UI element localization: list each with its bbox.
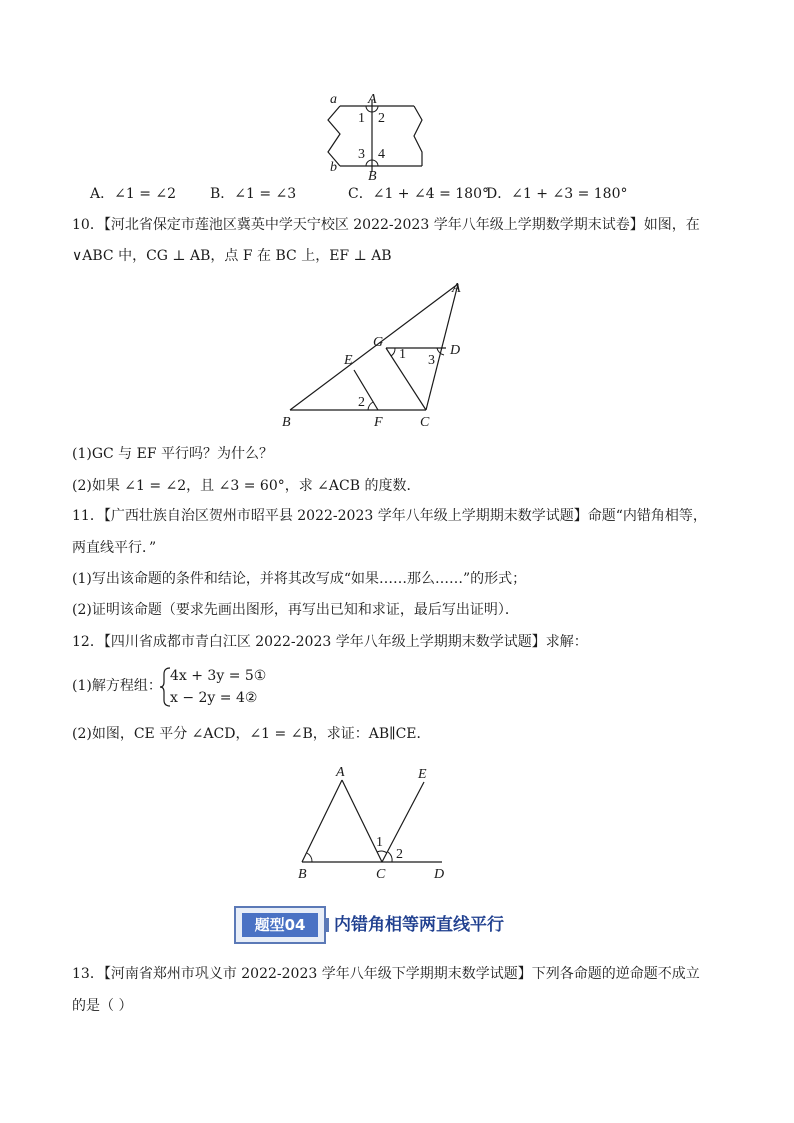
label-D: D [434, 867, 445, 882]
label-F: F [374, 415, 383, 430]
q11-stem-line2: 两直线平行．” [72, 540, 157, 556]
option-c: C．∠1 + ∠4 = 180° [348, 186, 489, 202]
figure-angles-q12 [292, 760, 458, 886]
q11-sub1: (1)写出该命题的条件和结论，并将其改写成“如果……那么……”的形式； [72, 571, 527, 587]
q10-sub2: (2)如果 ∠1 = ∠2，且 ∠3 = 60°，求 ∠ACB 的度数． [72, 478, 421, 494]
q10-stem-line2: ∨ABC 中，CG ⊥ AB，点 F 在 BC 上，EF ⊥ AB [72, 248, 392, 264]
angle-label-2: 2 [378, 111, 385, 126]
q12-sub1-label: (1)解方程组： [72, 678, 162, 694]
option-b: B．∠1 = ∠3 [210, 186, 297, 202]
q13-stem-line2: 的是（ ） [72, 998, 133, 1014]
figure-triangle-q10 [276, 276, 476, 432]
label-C: C [420, 415, 430, 430]
q10-sub1: (1)GC 与 EF 平行吗？为什么？ [72, 446, 274, 462]
angle-label-4: 4 [378, 147, 385, 162]
label-G: G [373, 335, 384, 350]
label-E: E [344, 353, 353, 368]
section-title: 内错角相等两直线平行 [334, 915, 504, 935]
angle-label-3: 3 [358, 147, 365, 162]
section-tag-box [234, 906, 326, 944]
section-divider [326, 918, 329, 932]
label-C: C [376, 867, 386, 882]
label-b: b [330, 160, 337, 175]
label-A: A [368, 92, 377, 107]
q11-sub2: (2)证明该命题（要求先画出图形，再写出已知和求证，最后写出证明）． [72, 602, 519, 618]
label-B: B [298, 867, 307, 882]
angle-label-1: 1 [399, 347, 406, 362]
q10-stem-line1: 10．【河北省保定市莲池区冀英中学天宁校区 2022-2023 学年八年级上学期数学期末试卷】如图，在 [72, 217, 700, 233]
q12-stem-line1: 12．【四川省成都市青白江区 2022-2023 学年八年级上学期期末数学试题】求解： [72, 634, 588, 650]
angle-label-3: 3 [428, 353, 435, 368]
equation-2: x − 2y = 4② [170, 690, 258, 706]
q13-stem-line1: 13．【河南省郑州市巩义市 2022-2023 学年八年级下学期期末数学试题】下列各命题的逆命题不成立 [72, 966, 700, 982]
q11-stem-line1: 11．【广西壮族自治区贺州市昭平县 2022-2023 学年八年级上学期期末数学试题】命题“内错角相等， [72, 508, 707, 524]
label-a: a [330, 92, 337, 107]
label-B: B [282, 415, 291, 430]
label-A: A [452, 281, 461, 296]
angle-label-1: 1 [358, 111, 365, 126]
label-A: A [336, 765, 345, 780]
label-D: D [450, 343, 461, 358]
option-a: A．∠1 = ∠2 [90, 186, 177, 202]
figure-parallel-lines-q9 [318, 92, 438, 180]
q12-sub2: (2)如图，CE 平分 ∠ACD，∠1 = ∠B，求证：AB∥CE． [72, 726, 431, 742]
angle-label-2: 2 [358, 395, 365, 410]
section-tag: 题型04 [242, 913, 318, 937]
label-B: B [368, 169, 377, 180]
equation-1: 4x + 3y = 5① [170, 668, 267, 684]
angle-label-1: 1 [376, 835, 383, 850]
label-E: E [418, 767, 427, 782]
option-d: D．∠1 + ∠3 = 180° [486, 186, 628, 202]
angle-label-2: 2 [396, 847, 403, 862]
